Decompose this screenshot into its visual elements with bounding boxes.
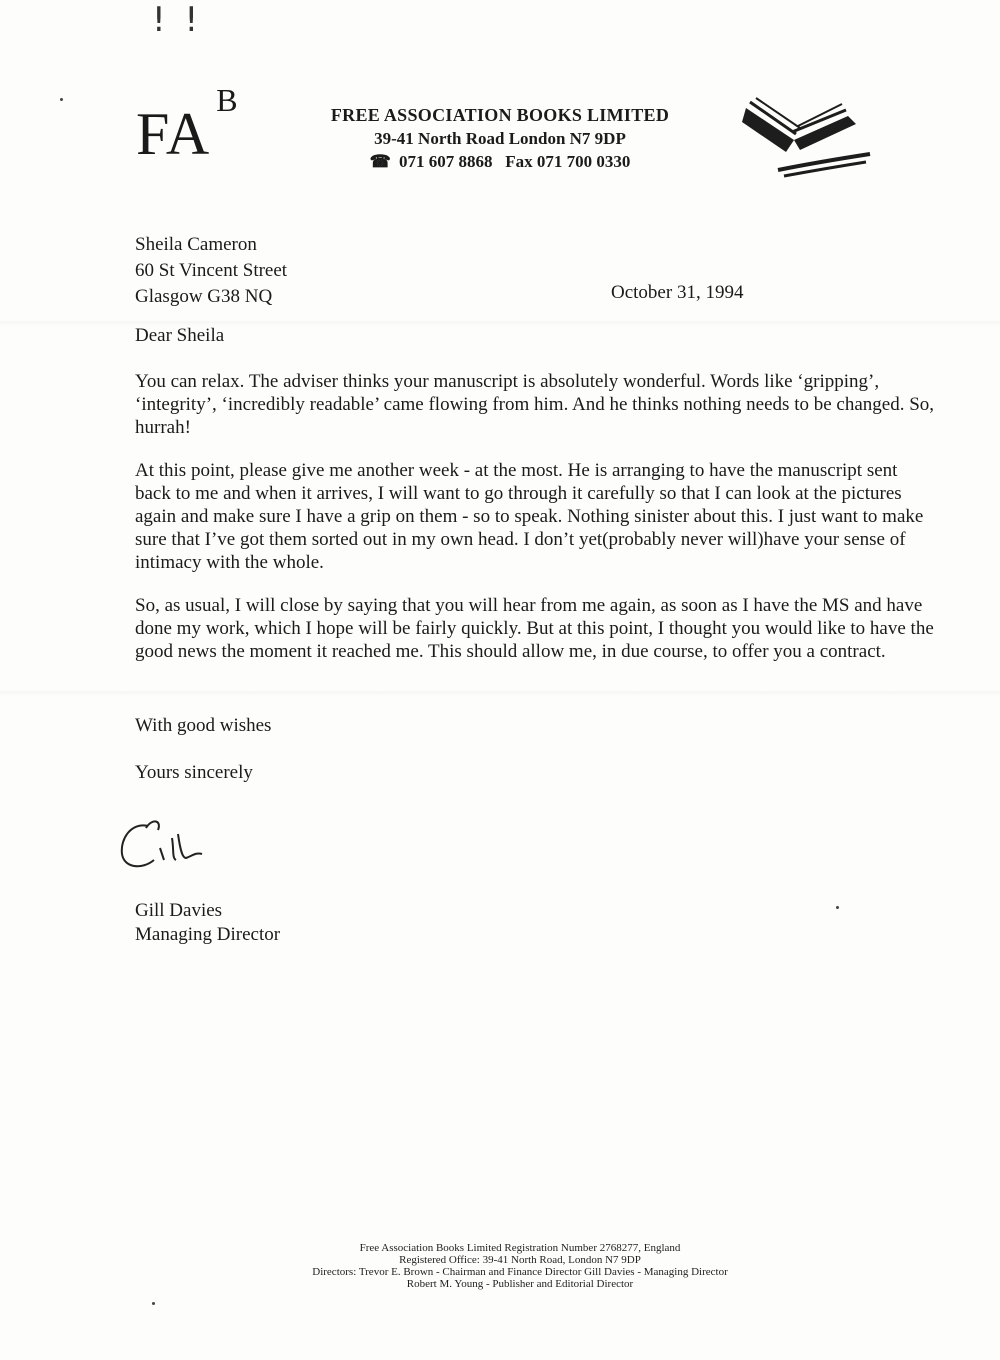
logo-super-text: B: [216, 82, 239, 118]
phone-number: 071 607 8868: [399, 152, 493, 171]
letterhead-block: [300, 104, 700, 173]
company-name: FREE ASSOCIATION BOOKS LIMITED: [330, 105, 670, 125]
paragraph-3: So, as usual, I will close by saying that you will hear from me again, as soon as I have the MS and have done my work, which I hope will be fairly quickly. But at this point, I thought you would like to have the good news the moment it reached me. This should allow me, in due course, to offer you a contract.: [135, 595, 934, 662]
recipient-street: 60 St Vincent Street: [135, 260, 288, 281]
paper-speck: [60, 98, 63, 101]
company-address: 39-41 North Road London N7 9DP: [374, 129, 626, 148]
signer-name: Gill Davies: [135, 900, 223, 921]
letter-footer: [280, 1242, 760, 1290]
contact-line: [300, 150, 700, 173]
footer-directors-label: Directors:: [312, 1266, 357, 1278]
footer-directors-list: Trevor E. Brown - Chairman and Finance Director Gill Davies - Managing Director: [358, 1266, 728, 1278]
letter-date: October 31, 1994: [611, 282, 744, 303]
recipient-address: [135, 232, 287, 310]
paragraph-1: You can relax. The adviser thinks your manuscript is absolutely wonderful. Words like ‘gripping’, ‘integrity’, ‘incredibly readable’ came flowing from him. And he thinks nothing needs to be changed. So, hurrah!: [135, 371, 935, 438]
sign-off: Yours sincerely: [135, 762, 253, 783]
footer-publisher: Robert M. Young - Publisher and Editorial Director: [406, 1278, 634, 1290]
paper-speck: [152, 1302, 155, 1305]
closing-wishes: With good wishes: [135, 715, 272, 736]
telephone-icon: ☎: [369, 152, 391, 171]
salutation: Dear Sheila: [135, 325, 225, 346]
open-book-icon: [738, 92, 878, 184]
recipient-city: Glasgow G38 NQ: [135, 286, 273, 307]
paper-speck: [836, 906, 839, 909]
paragraph-2: At this point, please give me another week - at the most. He is arranging to have the manuscript sent back to me and when it arrives, I will want to go through it carefully so that I can look at the pictures again and make sure I have a grip on them - so to speak. Nothing sinister about this. I just want to make sure that I’ve got them sorted out in my own head. I don’t yet(probably never will)have your sense of intimacy with the whole.: [135, 460, 924, 573]
fax-number: Fax 071 700 0330: [505, 152, 631, 171]
handwritten-signature: [112, 808, 222, 878]
footer-registration: Free Association Books Limited Registration Number 2768277, England: [359, 1242, 681, 1254]
footer-directors: [280, 1266, 760, 1278]
signer-block: [135, 899, 280, 947]
signer-title: Managing Director: [135, 924, 281, 945]
recipient-name: Sheila Cameron: [135, 234, 257, 255]
logo-main-text: FA: [136, 101, 211, 167]
footer-registered-office: Registered Office: 39-41 North Road, London N7 9DP: [399, 1254, 641, 1266]
company-logo: [136, 82, 239, 167]
margin-marks: ! !: [152, 0, 203, 40]
letter-body: [135, 370, 935, 683]
